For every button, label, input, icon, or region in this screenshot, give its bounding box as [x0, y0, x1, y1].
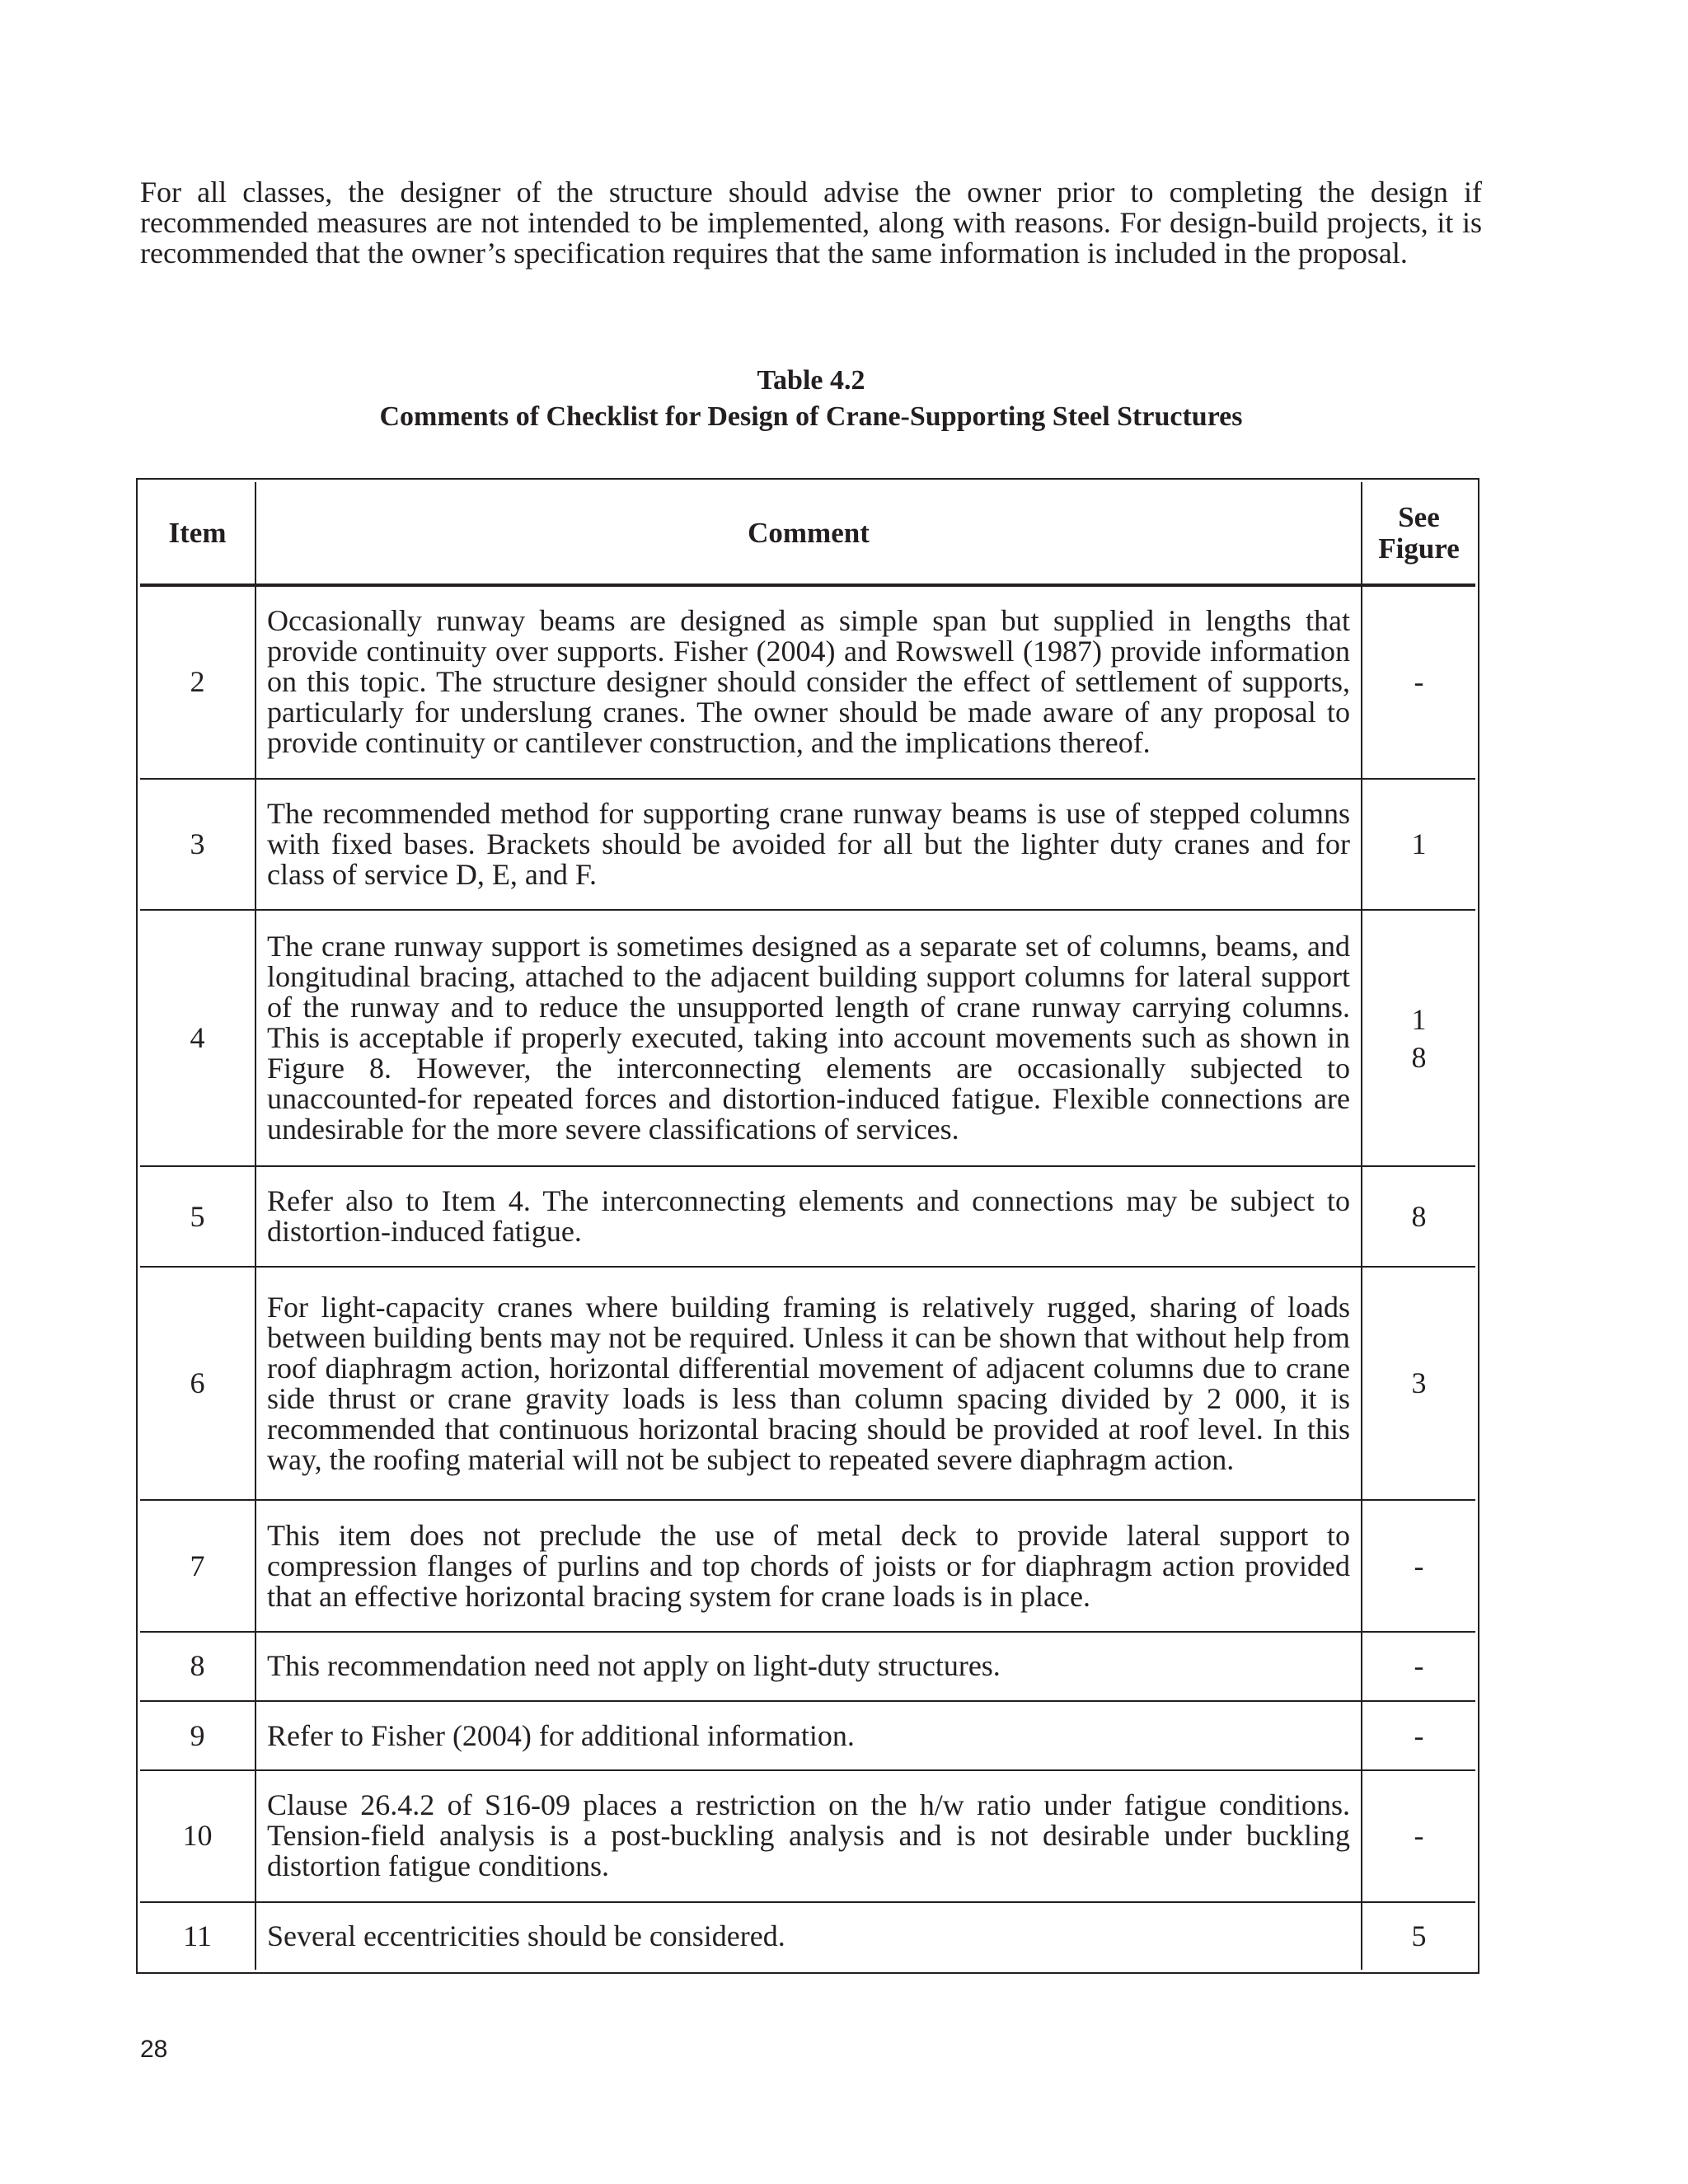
row-see-figure: 1 [1362, 779, 1475, 910]
table-row [140, 585, 1475, 779]
table-row [140, 1632, 1475, 1701]
row-comment: Occasionally runway beams are designed as simple span but supplied in lengths that provide continuity over supports. Fisher (2004) and Rowswell (1987) provide information on this topic. The structure designer should consider the effect of settlement of supports, particularly for underslung cranes. The owner should be made aware of any proposal to provide continuity or cantilever construction, and the implications thereof. [256, 585, 1362, 779]
table-row [140, 1267, 1475, 1500]
row-comment: The recommended method for supporting crane runway beams is use of stepped columns with fixed bases. Brackets should be avoided for all but the lighter duty cranes and for class of service D, E, and F. [256, 779, 1362, 910]
header-item: Item [140, 482, 256, 585]
row-comment: This item does not preclude the use of metal deck to provide lateral support to compression flanges of purlins and top chords of joists or for diaphragm action provided that an effective horizontal bracing system for crane loads is in place. [256, 1500, 1362, 1631]
header-see-figure-line1: See [1398, 500, 1440, 533]
row-comment: Clause 26.4.2 of S16-09 places a restriction on the h/w ratio under fatigue conditions. Tension-field analysis is a post-buckling analysis and is not desirable under buckling distortion fatigue conditions. [256, 1770, 1362, 1901]
row-comment: Refer also to Item 4. The interconnecting elements and connections may be subject to distortion-induced fatigue. [256, 1166, 1362, 1267]
table-caption [140, 363, 1482, 435]
table-row [140, 1500, 1475, 1631]
row-item: 5 [140, 1166, 256, 1267]
row-item: 8 [140, 1632, 256, 1701]
table-row [140, 1166, 1475, 1267]
header-comment: Comment [256, 482, 1362, 585]
checklist-table-frame [136, 478, 1479, 1974]
row-see-figure: 3 [1362, 1267, 1475, 1500]
row-comment: Several eccentricities should be considered. [256, 1902, 1362, 1970]
table-header-row [140, 482, 1475, 585]
table-row [140, 1770, 1475, 1901]
row-see-figure-1: 1 [1411, 1002, 1427, 1036]
row-see-figure [1362, 910, 1475, 1166]
row-item: 4 [140, 910, 256, 1166]
row-see-figure: 5 [1362, 1902, 1475, 1970]
checklist-table [140, 482, 1475, 1970]
row-item: 3 [140, 779, 256, 910]
table-row [140, 910, 1475, 1166]
row-item: 2 [140, 585, 256, 779]
row-comment: This recommendation need not apply on light-duty structures. [256, 1632, 1362, 1701]
row-comment: For light-capacity cranes where building framing is relatively rugged, sharing of loads between building bents may not be required. Unless it can be shown that without help from roof diaphragm action, horizontal differential movement of adjacent columns due to crane side thrust or crane gravity loads is less than column spacing divided by 2 000, it is recommended that continuous horizontal bracing should be provided at roof level. In this way, the roofing material will not be subject to repeated severe diaphragm action. [256, 1267, 1362, 1500]
row-see-figure: - [1362, 1632, 1475, 1701]
row-see-figure-2: 8 [1411, 1040, 1427, 1074]
row-see-figure: - [1362, 1500, 1475, 1631]
header-see-figure-line2: Figure [1378, 532, 1460, 565]
row-item: 11 [140, 1902, 256, 1970]
page-number: 28 [140, 2036, 168, 2063]
row-see-figure: - [1362, 585, 1475, 779]
table-row [140, 1701, 1475, 1770]
row-item: 10 [140, 1770, 256, 1901]
row-item: 6 [140, 1267, 256, 1500]
row-comment: Refer to Fisher (2004) for additional information. [256, 1701, 1362, 1770]
table-row [140, 779, 1475, 910]
table-number: Table 4.2 [757, 365, 865, 396]
row-comment: The crane runway support is sometimes designed as a separate set of columns, beams, and longitudinal bracing, attached to the adjacent building support columns for lateral support of the runway and to reduce the unsupported length of crane runway carrying columns. This is acceptable if properly executed, taking into account movements such as shown in Figure 8. However, the interconnecting elements are occasionally subjected to unaccounted-for repeated forces and distortion-induced fatigue. Flexible connections are undesirable for the more severe classifications of services. [256, 910, 1362, 1166]
row-see-figure: - [1362, 1701, 1475, 1770]
header-see-figure [1362, 482, 1475, 585]
row-see-figure: - [1362, 1770, 1475, 1901]
row-item: 9 [140, 1701, 256, 1770]
intro-paragraph: For all classes, the designer of the structure should advise the owner prior to completing the design if recommended measures are not intended to be implemented, along with reasons. For design-build projects, it is recommended that the owner’s specification requires that the same information is included in the proposal. [140, 176, 1482, 269]
row-see-figure: 8 [1362, 1166, 1475, 1267]
table-row [140, 1902, 1475, 1970]
table-title: Comments of Checklist for Design of Crane-Supporting Steel Structures [379, 401, 1243, 432]
row-item: 7 [140, 1500, 256, 1631]
